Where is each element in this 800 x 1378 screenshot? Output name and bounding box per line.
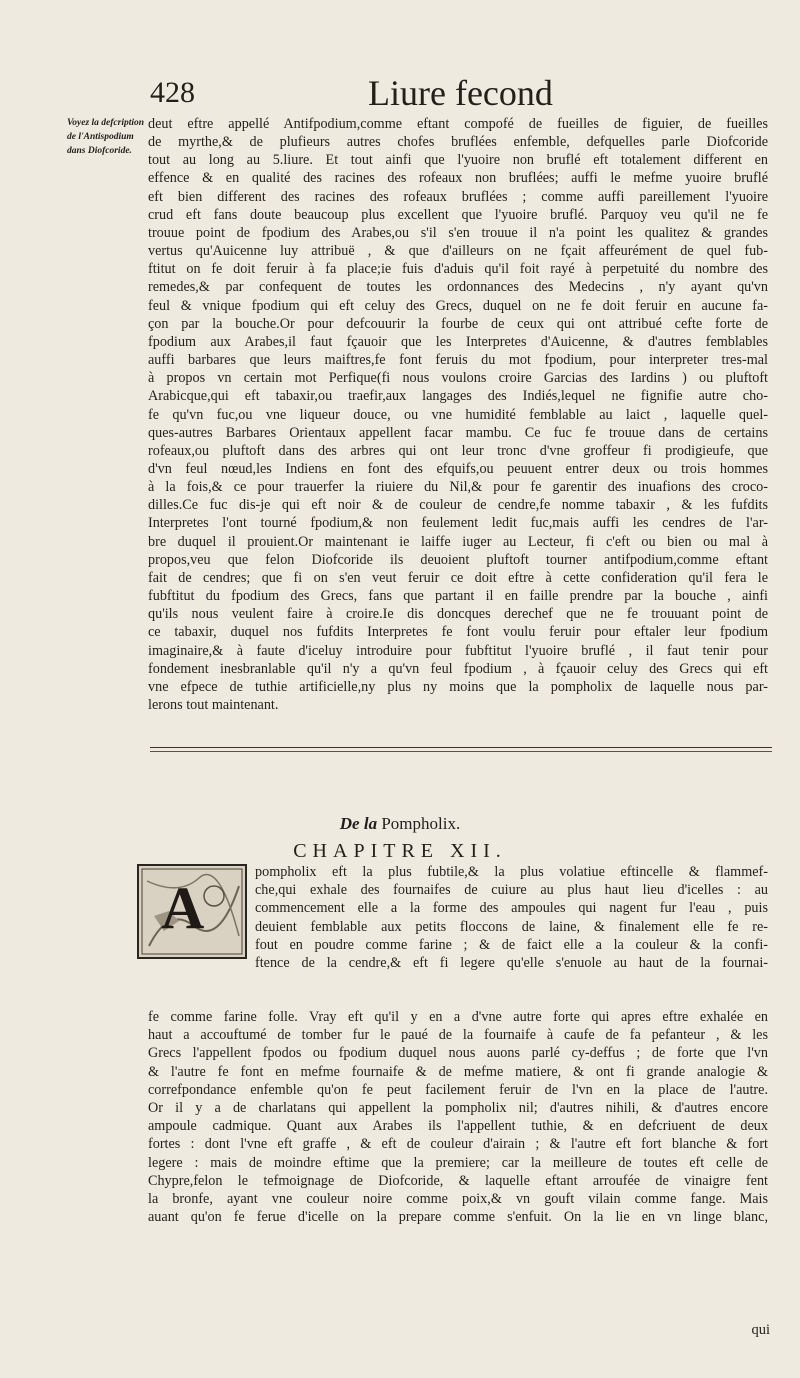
text-line: Chypre,felon le tefmoignage de Diofcoride, & laquelle eftant arroufée de vinaigre fent (148, 1172, 768, 1189)
margin-note: Voyez la defcription de l'Antispodium dans Diofcoride. (67, 118, 145, 156)
text-line: à propos vn certain mot Perfique(fi nous voulons croire Garcias des Iardins ) ou pluftoft (148, 370, 768, 387)
text-line: trouue point de fpodium des Arabes,ou s'il s'en trouue il n'a point les qualitez & grandes (148, 224, 768, 241)
section-title (0, 814, 800, 834)
text-line: qu'ils nous veulent faire à croire.Ie dis doncques derechef que ne fe trouuant point de (148, 606, 768, 623)
text-line: fait de cendres; que fi on s'en veut feruir ce doit eftre à cette confideration qu'il fera le (148, 569, 768, 586)
text-line: imaginaire,& à faute d'iceluy introduire pour fubftitut l'yuoire bruflé , il faut tenir pour (148, 642, 768, 659)
text-line: propos,veu que felon Diofcoride ils deuoient pluftoft tourner antifpodium,comme eftant (148, 551, 768, 568)
text-line: lerons tout maintenant. (148, 697, 279, 713)
catchword: qui (751, 1322, 770, 1338)
text-line: Arabicque,qui eft tabaxir,ou traefir,aux langages des Indiés,lequel ne fignifie autre cho- (148, 388, 768, 405)
text-line: deut eftre appellé Antifpodium,comme eftant compofé de fueilles de figuier, de fueilles (148, 116, 768, 132)
text-line: bre duquel il prouient.Or maintenant ie laiffe iuger au Lecteur, fi c'eft ou bien ou mal à (148, 533, 768, 550)
text-line: fout en poudre comme farine ; & de faict elle a la couleur & la confi- (255, 936, 768, 953)
text-line: haut a accouftumé de tomber fur le paué de la fournaife à caufe de fa pefanteur , & les (148, 1027, 768, 1044)
text-line: che,qui exhale des fournaifes de cuiure au plus haut lieu d'icelles : au (255, 882, 768, 899)
text-line: correfpondance enfemble qu'on fe peut facilement feruir de l'vn en la place de l'autre. (148, 1081, 768, 1098)
text-line: remedes,& par confequent de toutes les ordonnances des Medecins , n'y ayant qu'vn (148, 279, 768, 296)
text-line: la bronfe, ayant vne couleur noire comme poix,& vn gouft vilain comme fange. Mais (148, 1191, 768, 1208)
text-line: ftitut on fe doit feruir à fa place;ie fuis d'aduis qu'il foit rayé à perpetuité du nombre des (148, 261, 768, 278)
text-line: ampoule cadmique. Quant aux Arabes ils l'appellent tuthie, & en defcriuent de deux (148, 1118, 768, 1135)
text-line: dilles.Ce fuc dis-je qui eft noir & de couleur de cendre,fe nomme tabaxir , & les fufdits (148, 497, 768, 514)
section-divider (150, 745, 772, 755)
running-title: Liure fecond (368, 73, 553, 113)
text-line: fubftitut du fpodium des Grecs, fans que partant il en faille prendre par la bouche , ainfi (148, 588, 768, 605)
body-paragraph (148, 115, 768, 714)
section-title-prefix: De la (339, 814, 378, 833)
text-line: crud eft fans doute beaucoup plus excellent que l'yuoire bruflé. Parquoy veu qu'il ne fe (148, 206, 768, 223)
text-line: vertus qu'Auicenne luy attribuë , & que d'ailleurs on ne fçait affeurément de quel fub- (148, 243, 768, 260)
text-line: deuient femblable aux petits floccons de laine, & finalement elle fe re- (255, 918, 768, 935)
initial-letter: A (161, 875, 205, 941)
text-line: ftence de la cendre,& eft fi legere qu'elle s'enuole au haut de la fournai- (255, 955, 768, 972)
page-number: 428 (150, 76, 195, 109)
text-line: auant qu'on fe ferue d'icelle on la prepare comme s'enfuit. On la lie en vn linge blanc, (148, 1209, 768, 1226)
chapter-paragraph (148, 1008, 768, 1226)
text-line: auffi barbares que leurs maiftres,fe font feruis du mot fpodium, pour interpreter tres-mal (148, 352, 768, 369)
text-line: effence & en qualité des racines des rofeaux non bruflées; auffi le mefme yuoire bruflé (148, 170, 768, 187)
text-line: eft bien different des racines des rofeaux bruflées ; comme auffi pareillement l'yuoire (148, 188, 768, 205)
text-line: Or il y a de charlatans qui appellent la pompholix nil; d'autres nihili, & d'autres encore (148, 1100, 768, 1117)
text-line: pompholix eft la plus fubtile,& la plus volatiue eftincelle & flammef- (255, 864, 768, 880)
text-line: Grecs l'appellent fpodos ou fpodium duquel nous auons parlé cy-deffus ; de forte que l'vn (148, 1045, 768, 1062)
text-line: tout au long au 5.liure. Et tout ainfi que l'yuoire non bruflé eft totalement different en (148, 152, 768, 169)
text-line: legere : mais de moindre eftime que la premiere; car la meilleure de toutes eft celle de (148, 1154, 768, 1171)
text-line: à la fois,& ce pour trauerfer la riuiere du Nil,& pour fe garentir des inuafions des croco- (148, 479, 768, 496)
chapter-paragraph-beside-initial (255, 863, 768, 972)
text-line: fpodium aux Arabes,il faut fçauoir que les Interpretes d'Auicenne, & d'autres femblables (148, 333, 768, 350)
text-line: & l'autre fe font en mefme fournaife & de mefme matiere, & ont fi grande analogie & (148, 1063, 768, 1080)
decorated-initial (137, 864, 247, 959)
text-line: fe qu'vn fuc,ou vne liqueur douce, ou vne humidité femblable au laict , laquelle quel- (148, 406, 768, 423)
text-line: fe comme farine folle. Vray eft qu'il y en a d'vne autre forte qui apres eftre exhalée en (148, 1009, 768, 1025)
text-line: vne efpece de tuthie artificielle,ny plus ny moins que la pompholix de laquelle nous par- (148, 678, 768, 695)
text-line: rofeaux,ou pluftoft dans des arbres qui ont leur tronc d'vne groffeur fi prodigieufe, que (148, 442, 768, 459)
text-line: commencement elle a la forme des ampoules qui nagent fur l'eau , puis (255, 900, 768, 917)
page-header (150, 73, 670, 118)
text-line: Interpretes l'ont tourné fpodium,& non feulement ledit fuc,mais auffi les cendres de l'ar- (148, 515, 768, 532)
text-line: fondement inesbranlable qu'il n'y a qu'vn feul fpodium , à fçauoir celuy des Grecs qui eft (148, 660, 768, 677)
text-line: fortes : dont l'vne eft graffe , & eft de couleur d'airain ; & l'autre eft fort blanche & fort (148, 1136, 768, 1153)
text-line: feul & vnique fpodium qui eft celuy des Grecs, duquel on ne fe doit feruir en aucune fa- (148, 297, 768, 314)
text-line: de myrthe,& de plufieurs autres chofes bruflées enfemble, defquelles parle Diofcoride (148, 134, 768, 151)
section-title-name: Pompholix. (381, 814, 461, 833)
text-line: d'vn feul nœud,les Indiens en font des efquifs,ou peuuent entrer deux ou trois hommes (148, 460, 768, 477)
text-line: çon par la bouche.Or pour defcouurir la fourbe de ceux qui ont attribué cefte forte de (148, 315, 768, 332)
text-line: ce tabaxir, duquel nos fufdits Interpretes fe font voulu feruir pour eftaler leur fpodium (148, 624, 768, 641)
chapter-title: CHAPITRE XII. (293, 840, 507, 862)
text-line: ques-autres Barbares Orientaux appellent facar mambu. Ce fuc fe trouue dans de certains (148, 424, 768, 441)
